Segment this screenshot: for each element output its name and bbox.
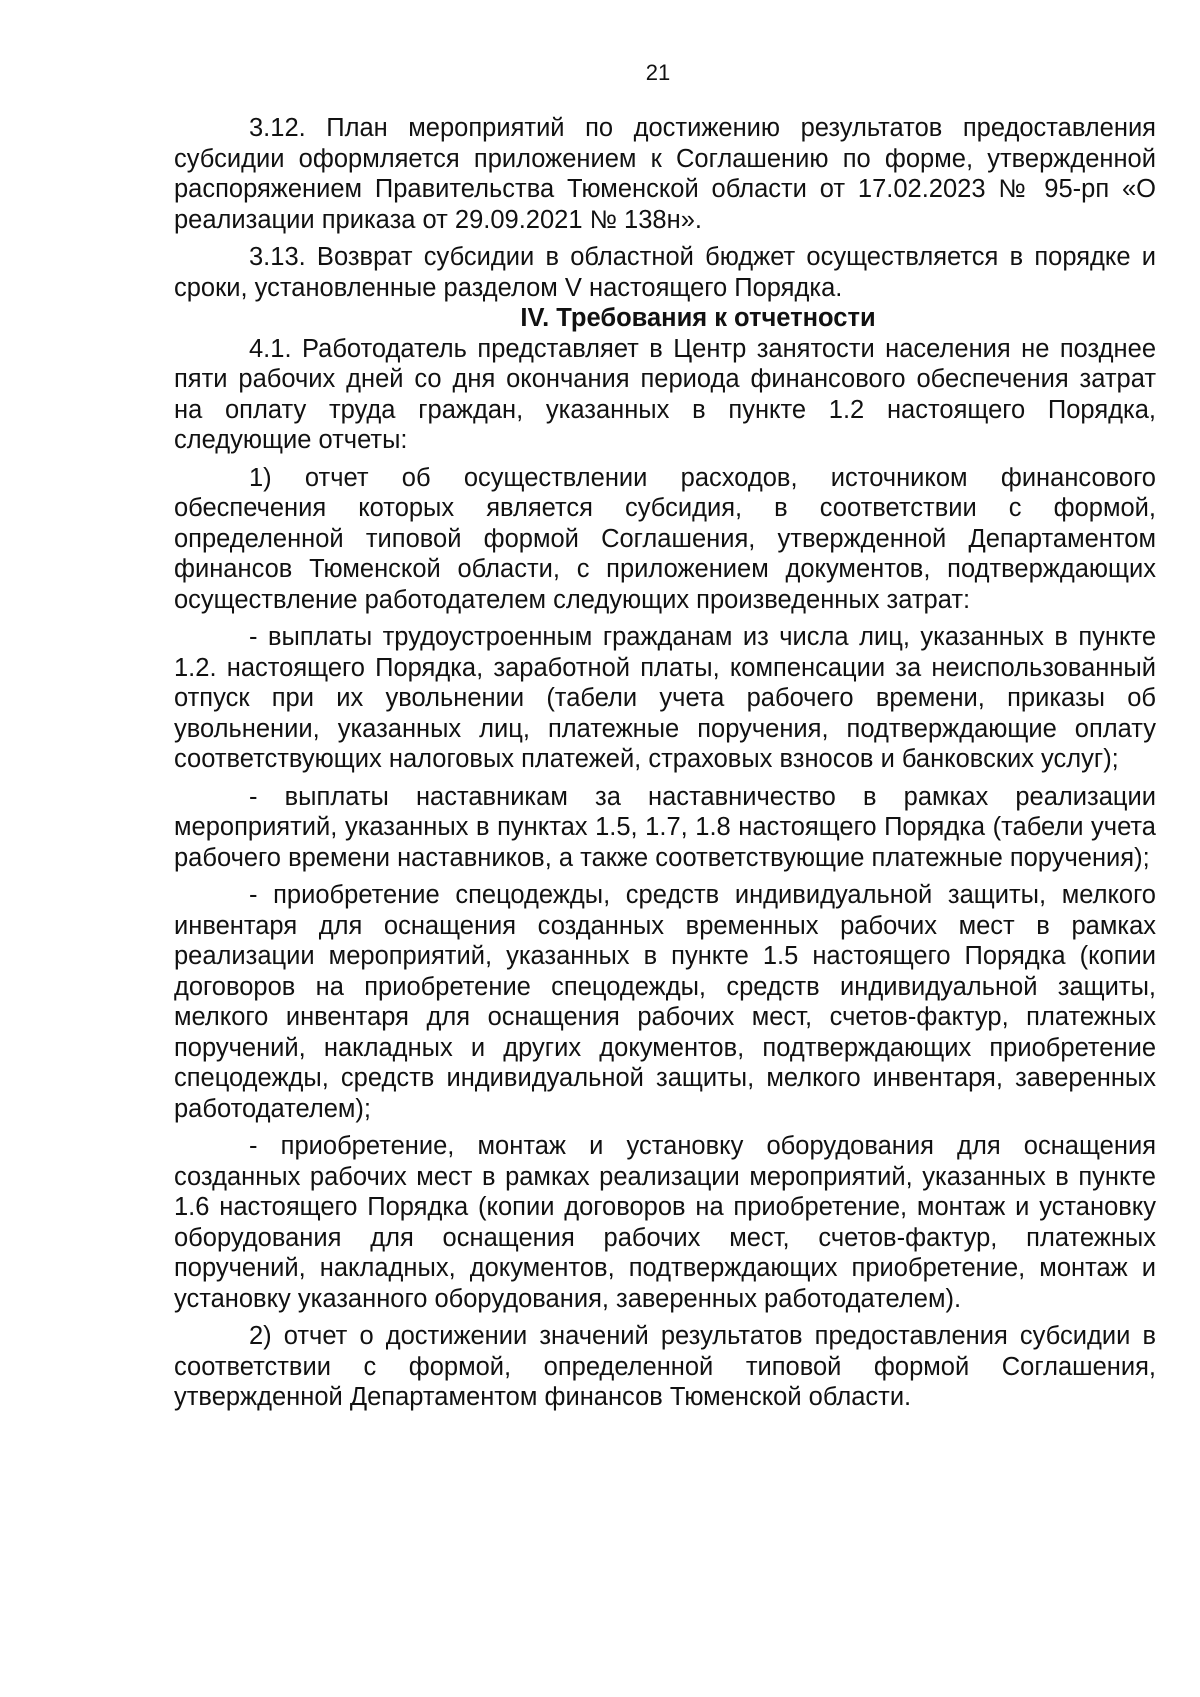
page-number: 21 xyxy=(645,60,671,85)
section-heading: IV. Требования к отчетности xyxy=(520,304,876,332)
list-item-2: 2) отчет о достижении значений результатов предоставления субсидии в соответствии с формой, определенной типовой формой Соглашения, утвержденной Департаментом финансов Тюменской области. xyxy=(174,1322,1156,1411)
dash-item-salary: - выплаты трудоустроенным гражданам из числа лиц, указанных в пункте 1.2. настоящего Порядка, заработной платы, компенсации за неиспользованный отпуск при их увольнении (табели учета рабочего времени, приказы об увольнении, указанных лиц, платежные поручения, подтверждающие оплату соответствующих налоговых платежей, страховых взносов и банковских услуг); xyxy=(174,623,1156,773)
paragraph-3-13: 3.13. Возврат субсидии в областной бюджет осуществляется в порядке и сроки, установленные разделом V настоящего Порядка. xyxy=(174,243,1156,302)
document-body xyxy=(174,113,1156,1413)
list-item-1: 1) отчет об осуществлении расходов, источником финансового обеспечения которых является субсидия, в соответствии с формой, определенной типовой формой Соглашения, утвержденной Департаментом финансов Тюменской области, с приложением документов, подтверждающих осуществление работодателем следующих произведенных затрат: xyxy=(174,463,1156,614)
dash-item-equipment: - приобретение, монтаж и установку оборудования для оснащения созданных рабочих мест в рамках реализации мероприятий, указанных в пункте 1.6 настоящего Порядка (копии договоров на приобретение, монтаж и установку оборудования для оснащения рабочих мест, счетов-фактур, платежных поручений, накладных, документов, подтверждающих приобретение, монтаж и установку указанного оборудования, заверенных работодателем). xyxy=(174,1132,1156,1313)
dash-item-mentors: - выплаты наставникам за наставничество в рамках реализации мероприятий, указанных в пунктах 1.5, 1.7, 1.8 настоящего Порядка (табели учета рабочего времени наставников, а также соответствующие платежные поручения); xyxy=(174,782,1156,872)
paragraph-3-12: 3.12. План мероприятий по достижению результатов предоставления субсидии оформляется приложением к Соглашению по форме, утвержденной распоряжением Правительства Тюменской области от 17.02.2023 № 95-рп «О реализации приказа от 29.09.2021 № 138н». xyxy=(174,114,1156,234)
paragraph-4-1: 4.1. Работодатель представляет в Центр занятости населения не позднее пяти рабочих дней со дня окончания периода финансового обеспечения затрат на оплату труда граждан, указанных в пункте 1.2 настоящего Порядка, следующие отчеты: xyxy=(174,334,1156,454)
dash-item-workwear: - приобретение спецодежды, средств индивидуальной защиты, мелкого инвентаря для оснащения созданных временных рабочих мест в рамках реализации мероприятий, указанных в пункте 1.5 настоящего Порядка (копии договоров на приобретение спецодежды, средств индивидуальной защиты, мелкого инвентаря для оснащения рабочих мест, счетов-фактур, платежных поручений, накладных и других документов, подтверждающих приобретение спецодежды, средств индивидуальной защиты, мелкого инвентаря, заверенных работодателем); xyxy=(174,881,1156,1123)
